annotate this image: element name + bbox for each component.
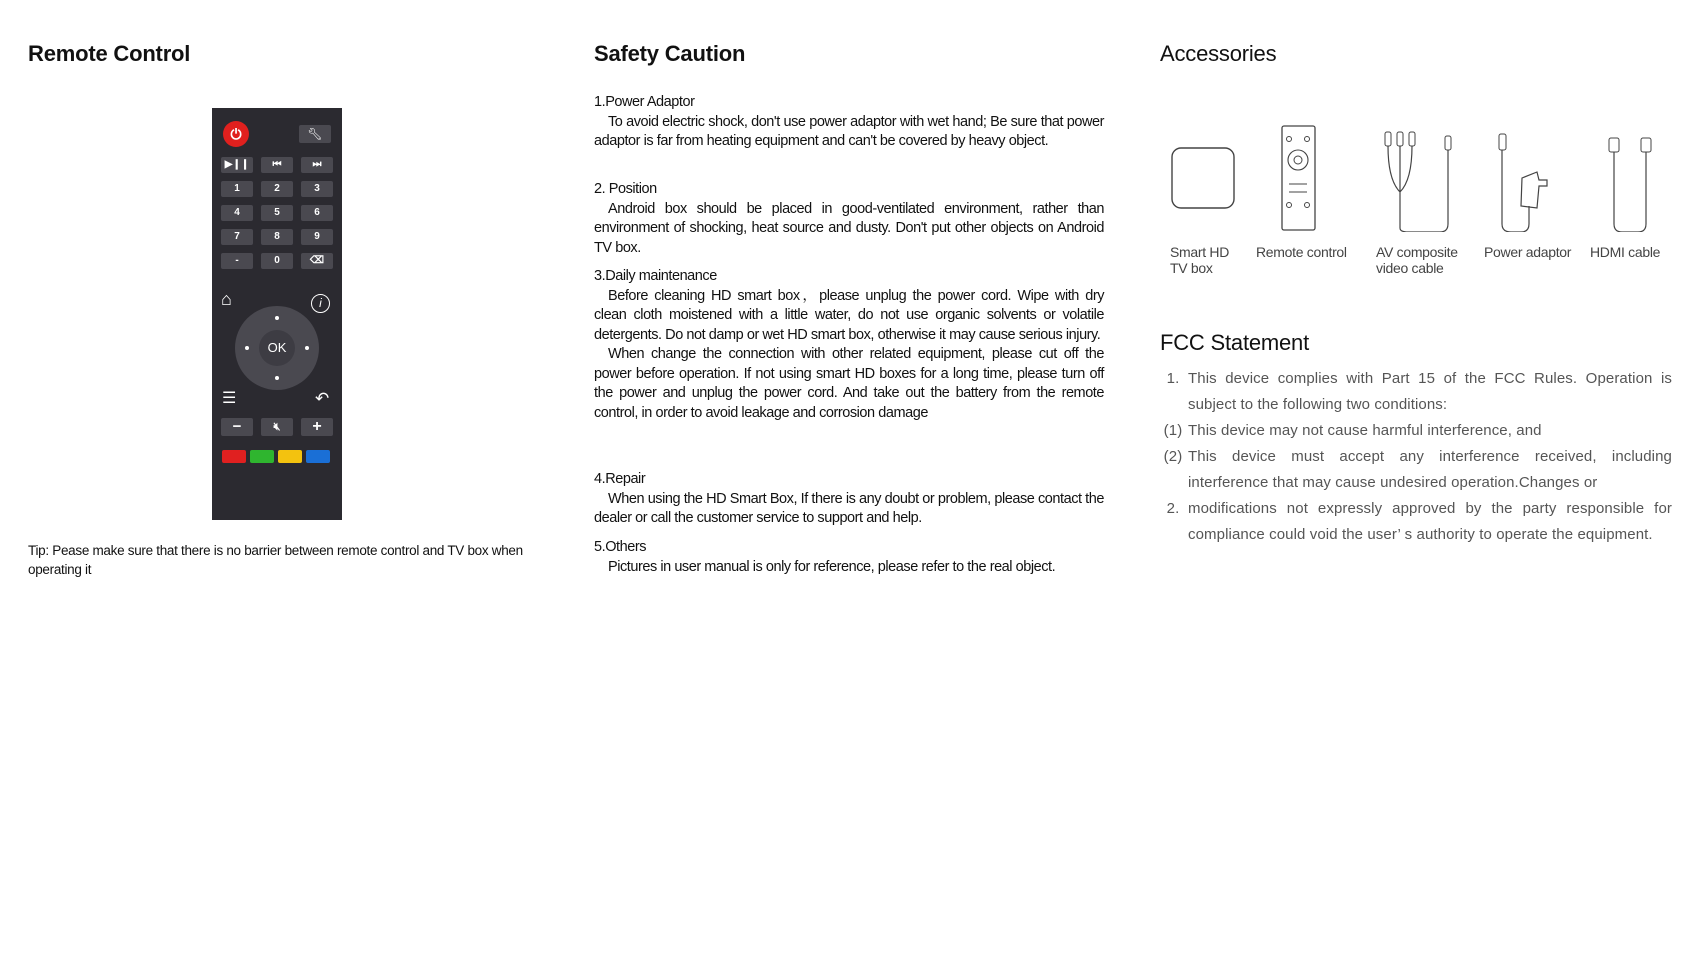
remote-control-illustration (212, 108, 342, 520)
fcc-item-number: 2. (1166, 500, 1180, 517)
safety-item-repair (594, 470, 1104, 529)
numpad-key: 0 (261, 253, 293, 269)
next-icon: ⏭ (301, 157, 333, 173)
backspace-icon: ⌫ (301, 253, 333, 269)
hdmi-cable-icon (1605, 120, 1655, 232)
dpad-right-dot (305, 346, 309, 350)
safety-item-paragraph: To avoid electric shock, don't use power adaptor with wet hand; Be sure that power adaptor is far from heating equipment and can't be covered by heavy object. (594, 113, 1104, 149)
safety-item-title: 5.Others (594, 539, 647, 555)
menu-list-icon: ☰ (222, 390, 237, 407)
fcc-item (1160, 366, 1672, 418)
numpad-key: 3 (301, 181, 333, 197)
home-icon: ⌂ (221, 289, 232, 309)
fcc-item-text: This device may not cause harmful interference, and (1188, 422, 1542, 439)
fcc-item-number: (2) (1163, 448, 1183, 465)
safety-item-position (594, 180, 1104, 258)
back-icon: ↶ (315, 389, 330, 408)
safety-caution-heading: Safety Caution (594, 41, 746, 66)
blue-key (306, 450, 330, 463)
fcc-item (1160, 496, 1672, 574)
dpad-left-dot (245, 346, 249, 350)
accessory-label (1376, 244, 1458, 276)
numpad-key: - (221, 253, 253, 269)
accessory-label (1484, 244, 1571, 260)
volume-down-icon: − (221, 418, 253, 436)
accessory-label-line: Power adaptor (1484, 244, 1572, 260)
fcc-item-number: (1) (1163, 422, 1183, 439)
accessory-label-line: TV box (1170, 260, 1213, 276)
remote-control-heading: Remote Control (28, 41, 191, 66)
safety-item-paragraph: Pictures in user manual is only for reference, please refer to the real object. (608, 558, 1056, 575)
safety-item-daily-maintenance (594, 267, 1104, 423)
remote-control-icon (1278, 120, 1318, 232)
accessory-label-line: AV composite (1376, 244, 1458, 260)
numpad-key: 6 (301, 205, 333, 221)
power-icon: ⏻ (223, 121, 249, 147)
accessory-label-line: Remote control (1256, 244, 1347, 260)
safety-item-paragraph: When using the HD Smart Box, If there is any doubt or problem, please contact the dealer or call the customer service to support and help. (594, 490, 1104, 526)
safety-item-paragraph: When change the connection with other related equipment, please cut off the power before operation. If not using smart HD boxes for a long time, please turn off the power and unplug the power cord. And take out the battery from the remote control, in order to avoid leakage and corrosion damage (594, 346, 1104, 421)
yellow-key (278, 450, 302, 463)
accessory-label (1590, 244, 1660, 260)
numpad-key: 5 (261, 205, 293, 221)
fcc-item-text: This device complies with Part 15 of the FCC Rules. Operation is subject to the following two conditions: (1188, 370, 1672, 413)
dpad-up-dot (275, 316, 279, 320)
previous-icon: ⏮ (261, 157, 293, 173)
safety-item-power-adaptor (594, 93, 1104, 152)
fcc-item (1160, 444, 1672, 496)
av-cable-icon (1382, 120, 1454, 232)
numpad-key: 8 (261, 229, 293, 245)
tv-box-icon (1170, 120, 1236, 230)
fcc-item (1160, 418, 1672, 444)
accessory-label (1256, 244, 1347, 260)
accessory-label-line: video cable (1376, 260, 1444, 276)
numpad-key: 1 (221, 181, 253, 197)
numpad-key: 2 (261, 181, 293, 197)
fcc-statement-heading: FCC Statement (1160, 330, 1310, 355)
accessory-label (1170, 244, 1229, 276)
numpad-key: 4 (221, 205, 253, 221)
safety-item-title: 3.Daily maintenance (594, 268, 717, 284)
dpad-down-dot (275, 376, 279, 380)
info-icon: i (311, 294, 330, 313)
safety-item-title: 2. Position (594, 181, 657, 197)
numpad-key: 9 (301, 229, 333, 245)
safety-item-title: 4.Repair (594, 471, 646, 487)
safety-item-others (594, 538, 1104, 577)
dpad-ring (235, 306, 319, 390)
mute-icon: 🔇︎ (261, 418, 293, 436)
fcc-item-number: 1. (1166, 370, 1180, 387)
fcc-item-text: This device must accept any interference received, including interference that may cause undesired operation.Changes or (1188, 448, 1672, 491)
green-key (250, 450, 274, 463)
accessory-label-line: Smart HD (1170, 244, 1230, 260)
numpad-key: 7 (221, 229, 253, 245)
play-pause-icon: ▶❙❙ (221, 157, 253, 173)
power-adaptor-icon (1495, 120, 1555, 232)
settings-wrench-icon: 🔧︎ (299, 125, 331, 143)
ok-button: OK (259, 330, 295, 366)
safety-item-paragraph: Android box should be placed in good-ventilated environment, rather than environment of shocking, heat source and dusty. Don't put other objects on Android TV box. (594, 200, 1104, 256)
remote-tip: Tip: Pease make sure that there is no barrier between remote control and TV box when operating it (28, 543, 523, 577)
fcc-item-text: modifications not expressly approved by the party responsible for compliance could void the user’ s authority to operate the equipment. (1188, 500, 1672, 543)
accessory-label-line: HDMI cable (1590, 244, 1661, 260)
safety-item-paragraph: Before cleaning HD smart box，please unplug the power cord. Wipe with dry clean cloth moistened with a little water, do not use organic solvents or volatile detergents. Do not damp or wet HD smart box, otherwise it may cause serious injury. (594, 287, 1104, 343)
accessories-heading: Accessories (1160, 41, 1277, 66)
volume-up-icon: + (301, 418, 333, 436)
safety-item-title: 1.Power Adaptor (594, 94, 695, 110)
red-key (222, 450, 246, 463)
